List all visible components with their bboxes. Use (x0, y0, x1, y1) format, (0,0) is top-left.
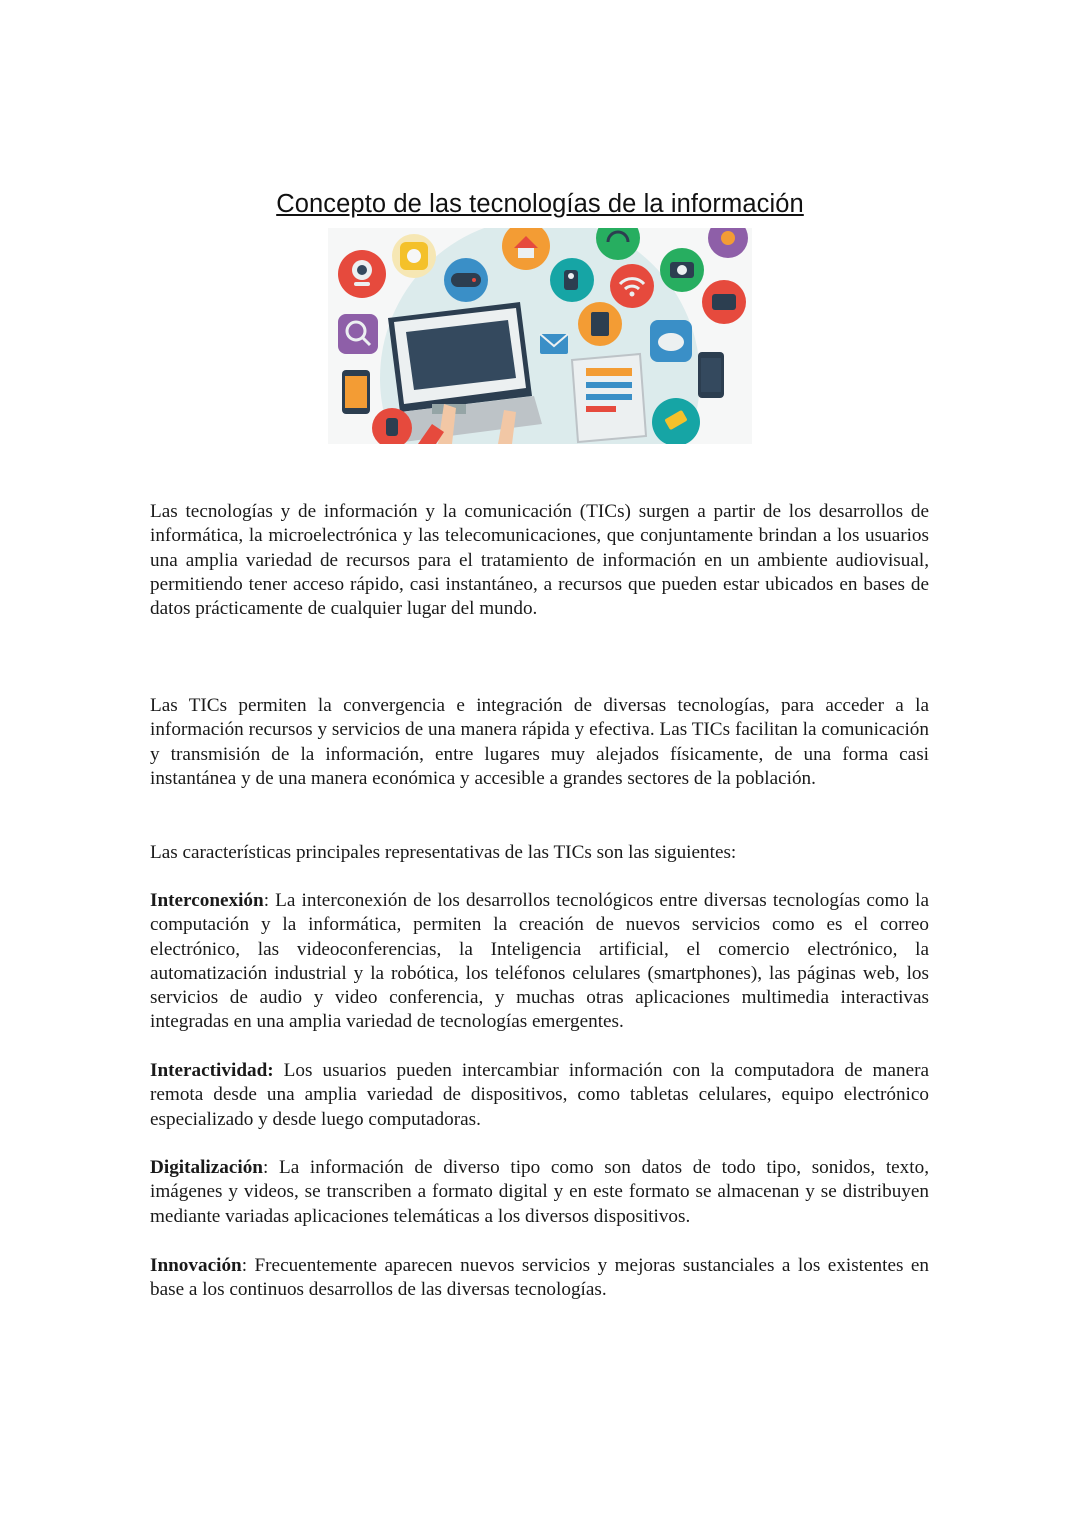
text-interactividad: Los usuarios pueden intercambiar información con la computadora de manera remota desde una amplia variedad de dispositivos, como tabletas celulares, equipo electrónico especializado y desde luego computadoras. (150, 1060, 929, 1130)
tic-illustration (328, 228, 752, 444)
term-interconexion: Interconexión (150, 890, 264, 911)
photo-icon (392, 234, 436, 278)
term-digitalizacion: Digitalización (150, 1157, 263, 1178)
paragraph-innovacion (150, 1254, 929, 1303)
email-icon (534, 324, 574, 364)
media-player-icon (702, 280, 746, 324)
paragraph-intro: Las tecnologías y de información y la comunicación (TICs) surgen a partir de los desarrollos de informática, la microelectrónica y las telecomunicaciones, que conjuntamente brindan a los usuarios una amplia variedad de recursos para el tratamiento de información en un ambiente audiovisual, permitiendo tener acceso rápido, casi instantáneo, a recursos que pueden estar ubicados en bases de datos prácticamente de cualquier lugar del mundo. (150, 501, 929, 620)
paragraph-digitalizacion (150, 1156, 929, 1229)
page-title: Concepto de las tecnologías de la información (276, 190, 804, 218)
usb-icon (652, 398, 700, 444)
term-innovacion: Innovación (150, 1255, 242, 1276)
tic-illustration-graphic (328, 228, 752, 444)
paragraph-interconexion (150, 889, 929, 1035)
cloud-icon (650, 320, 692, 362)
sd-card-icon (578, 302, 622, 346)
paragraph-convergence: Las TICs permiten la convergencia e integración de diversas tecnologías, para acceder a la información recursos y servicios de una manera rápida y efectiva. Las TICs facilitan la comunicación y transmisión de la información, entre lugares muy alejados físicamente, de una forma casi instantánea y de una manera económica y accesible a grandes sectores de la población. (150, 695, 929, 789)
webcam-icon (338, 250, 386, 298)
search-icon (338, 314, 378, 354)
video-camera-icon (550, 258, 594, 302)
text-innovacion: : Frecuentemente aparecen nuevos servicios y mejoras sustanciales a los existentes en base a los continuos desarrollos de las diversas tecnologías. (150, 1255, 929, 1301)
gamepad-icon (444, 258, 488, 302)
paragraph-interactividad (150, 1059, 929, 1132)
wifi-icon (610, 264, 654, 308)
text-interconexion: : La interconexión de los desarrollos tecnológicos entre diversas tecnologías como la computación y la informática, permiten la creación de nuevos servicios como es el correo electrónico, las videoconferencias, la Inteligencia artificial, el comercio electrónico, la automatización industrial y la robótica, los teléfonos celulares (smartphones), las páginas web, los servicios de audio y video conferencia, y muchas otras aplicaciones multimedia interactivas integradas en una amplia variedad de tecnologías emergentes. (150, 890, 929, 1033)
tablet-icon (572, 354, 646, 442)
smartphone-icon (342, 370, 370, 414)
smartphone-icon (698, 352, 724, 398)
term-interactividad: Interactividad: (150, 1060, 274, 1081)
photo-camera-icon (660, 248, 704, 292)
text-digitalizacion: : La información de diverso tipo como son datos de todo tipo, sonidos, texto, imágenes y videos, se transcriben a formato digital y en este formato se almacenan y se distribuyen mediante variadas aplicaciones telemáticas a los diversos dispositivos. (150, 1157, 929, 1227)
paragraph-characteristics-intro: Las características principales representativas de las TICs son las siguientes: (150, 842, 737, 863)
